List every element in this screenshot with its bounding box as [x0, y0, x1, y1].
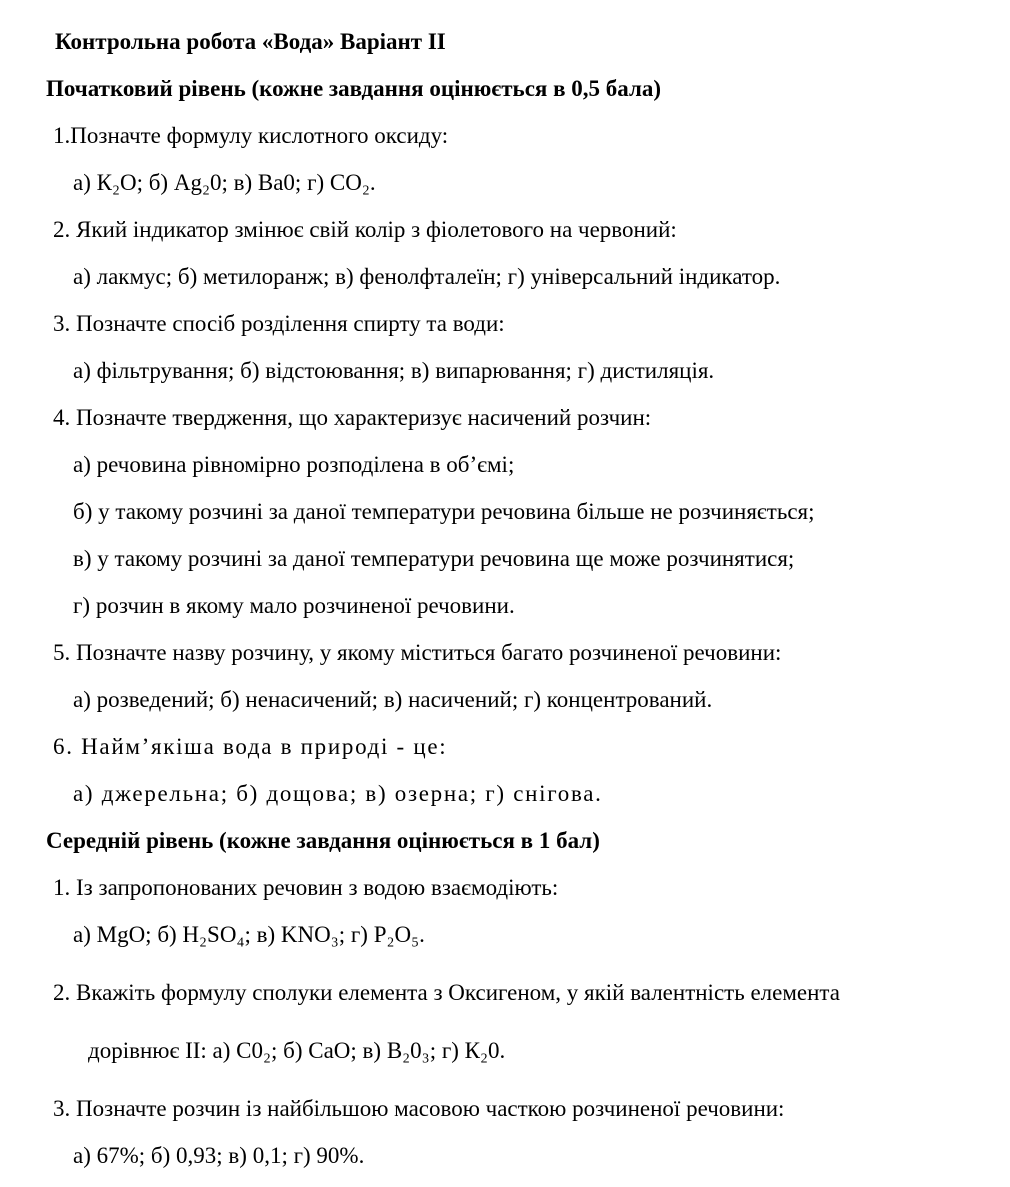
question-prompt: 5. Позначте назву розчину, у якому міститься багато розчиненої речовини: [53, 640, 782, 665]
question-prompt: 3. Позначте розчин із найбільшою масовою часткою розчиненої речовини: [53, 1096, 785, 1121]
question-prompt: 1.Позначте формулу кислотного оксиду: [53, 123, 449, 148]
answer-option: б) у такому розчині за даної температури речовина більше не розчиняється; [73, 499, 815, 524]
answer-options: дорівнює ІІ: а) С0₂; б) СаО; в) В₂0₃; г) К₂0. [88, 1038, 506, 1063]
document-title: Контрольна робота «Вода» Варіант ІІ [55, 29, 446, 54]
question-prompt: 3. Позначте спосіб розділення спирту та води: [53, 311, 505, 336]
answer-options: а) лакмус; б) метилоранж; в) фенолфталеїн; г) універсальний індикатор. [73, 264, 781, 289]
answer-options: а) фільтрування; б) відстоювання; в) випарювання; г) дистиляція. [73, 358, 715, 383]
answer-options: а) розведений; б) ненасичений; в) насичений; г) концентрований. [73, 687, 713, 712]
question-prompt: 2. Який індикатор змінює свій колір з фіолетового на червоний: [53, 217, 677, 242]
question-prompt: 2. Вкажіть формулу сполуки елемента з Оксигеном, у якій валентність елемента [53, 980, 840, 1005]
answer-options: а) джерельна; б) дощова; в) озерна; г) снігова. [73, 781, 603, 806]
answer-options: а) MgO; б) H₂SO₄; в) KNO₃; г) P₂O₅. [73, 922, 425, 947]
answer-option: г) розчин в якому мало розчиненої речовини. [73, 593, 515, 618]
answer-option: а) речовина рівномірно розподілена в об’ємі; [73, 452, 515, 477]
section-heading-initial-level: Початковий рівень (кожне завдання оцінюється в 0,5 бала) [46, 76, 662, 101]
question-prompt: 6. Найм’якіша вода в природі - це: [53, 734, 448, 759]
section-heading-middle-level: Середній рівень (кожне завдання оцінюється в 1 бал) [46, 828, 600, 853]
question-prompt: 4. Позначте твердження, що характеризує насичений розчин: [53, 405, 652, 430]
answer-options: а) К₂О; б) Ag₂0; в) Ва0; г) СО₂. [73, 170, 376, 195]
question-prompt: 1. Із запропонованих речовин з водою взаємодіють: [53, 875, 559, 900]
answer-option: в) у такому розчині за даної температури речовина ще може розчинятися; [73, 546, 795, 571]
answer-options: а) 67%; б) 0,93; в) 0,1; г) 90%. [73, 1143, 365, 1168]
